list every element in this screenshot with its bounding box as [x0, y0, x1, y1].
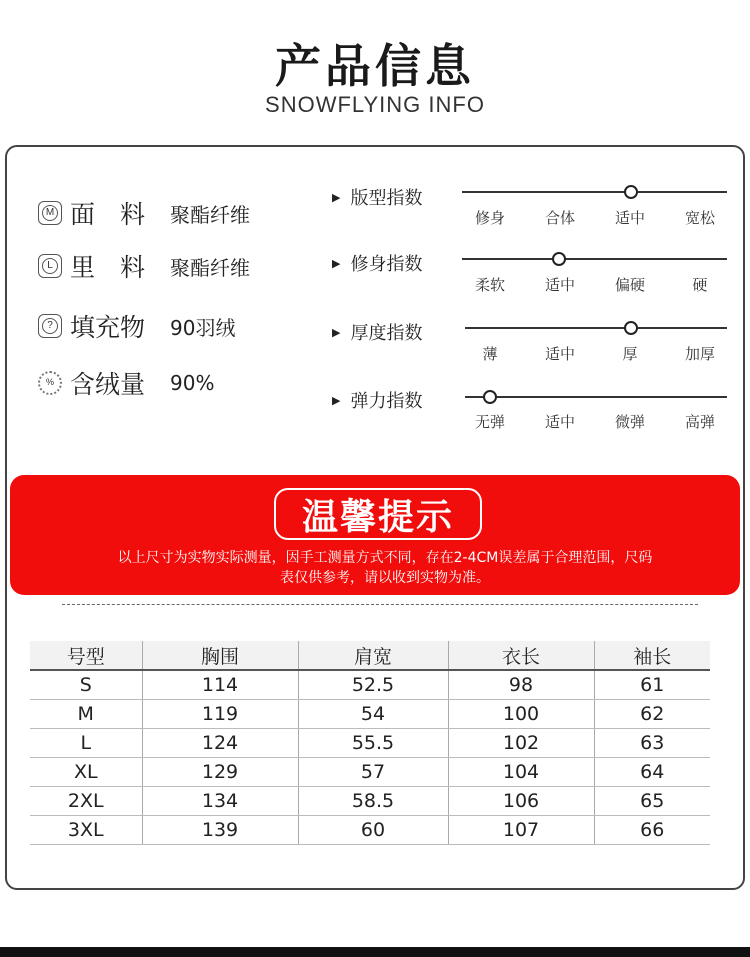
table-header-row: [30, 641, 710, 670]
notice-title: 温馨提示: [301, 496, 454, 538]
material-label: 填充物: [70, 313, 146, 342]
table-cell: 3XL: [30, 815, 142, 844]
material-value: 90%: [170, 371, 215, 395]
table-header: 号型: [30, 641, 142, 670]
index-options-elasticity: 无弹 适中 微弹 高弹: [474, 413, 715, 431]
index-track-fit: [462, 191, 727, 193]
triangle-icon: ▶: [332, 256, 341, 270]
table-row: [30, 786, 710, 815]
page-title: 产品信息: [275, 39, 475, 93]
table-cell: L: [30, 728, 142, 757]
table-cell: 54: [298, 699, 448, 728]
material-label: 面 料: [70, 200, 146, 229]
material-label: 含绒量: [70, 370, 146, 399]
dashed-divider: [62, 604, 698, 605]
table-cell: XL: [30, 757, 142, 786]
index-options-slim: 柔软 适中 偏硬 硬: [474, 276, 708, 294]
filling-question-icon: ?: [38, 314, 62, 338]
triangle-icon: ▶: [332, 325, 341, 339]
table-cell: 106: [448, 786, 594, 815]
table-cell: 64: [594, 757, 710, 786]
material-label: 里 料: [70, 253, 146, 282]
table-cell: 119: [142, 699, 298, 728]
size-table: [30, 641, 710, 845]
table-cell: 104: [448, 757, 594, 786]
index-knob-elasticity: [483, 390, 497, 404]
table-row: [30, 699, 710, 728]
triangle-icon: ▶: [332, 393, 341, 407]
table-cell: 2XL: [30, 786, 142, 815]
notice-title-box: [274, 488, 482, 540]
material-row-fabric: [38, 197, 250, 229]
index-knob-fit: [624, 185, 638, 199]
index-track-elasticity: [465, 396, 727, 398]
table-cell: 134: [142, 786, 298, 815]
table-row: [30, 670, 710, 699]
index-title-thickness: ▶ 厚度指数: [332, 323, 423, 344]
material-row-down: [38, 367, 214, 399]
material-value: 聚酯纤维: [170, 202, 250, 227]
table-cell: 66: [594, 815, 710, 844]
bottom-bar: [0, 947, 750, 957]
table-row: [30, 757, 710, 786]
material-row-filling: [38, 310, 235, 342]
triangle-icon: ▶: [332, 190, 341, 204]
table-cell: 63: [594, 728, 710, 757]
table-header: 袖长: [594, 641, 710, 670]
index-track-slim: [462, 258, 727, 260]
table-header: 胸围: [142, 641, 298, 670]
table-cell: 107: [448, 815, 594, 844]
table-header: 肩宽: [298, 641, 448, 670]
table-cell: 62: [594, 699, 710, 728]
table-cell: M: [30, 699, 142, 728]
table-cell: 65: [594, 786, 710, 815]
index-options-fit: 修身 合体 适中 宽松: [474, 209, 715, 227]
material-row-lining: [38, 250, 250, 282]
table-cell: 60: [298, 815, 448, 844]
table-cell: 124: [142, 728, 298, 757]
table-cell: 58.5: [298, 786, 448, 815]
material-value: 聚酯纤维: [170, 255, 250, 280]
table-cell: 100: [448, 699, 594, 728]
table-cell: 129: [142, 757, 298, 786]
index-title-fit: ▶ 版型指数: [332, 188, 423, 209]
table-row: [30, 815, 710, 844]
table-cell: 98: [448, 670, 594, 699]
down-percent-icon: %: [38, 371, 62, 395]
notice-text: 以上尺寸为实物实际测量，因手工测量方式不同，存在2-4CM误差属于合理范围，尺码表仅供参考，请以收到实物为准。: [117, 550, 653, 586]
material-value: 90羽绒: [170, 315, 236, 340]
table-cell: 61: [594, 670, 710, 699]
fabric-m-icon: M: [38, 201, 62, 225]
table-cell: 102: [448, 728, 594, 757]
table-cell: 139: [142, 815, 298, 844]
index-title-elasticity: ▶ 弹力指数: [332, 391, 423, 412]
table-header: 衣长: [448, 641, 594, 670]
table-cell: 57: [298, 757, 448, 786]
table-cell: 114: [142, 670, 298, 699]
table-cell: S: [30, 670, 142, 699]
lining-l-icon: L: [38, 254, 62, 278]
table-cell: 55.5: [298, 728, 448, 757]
index-options-thickness: 薄 适中 厚 加厚: [482, 345, 715, 363]
table-cell: 52.5: [298, 670, 448, 699]
index-knob-thickness: [624, 321, 638, 335]
index-title-slim: ▶ 修身指数: [332, 254, 423, 275]
table-row: [30, 728, 710, 757]
index-track-thickness: [465, 327, 727, 329]
page-subtitle: SNOWFLYING INFO: [265, 92, 485, 117]
